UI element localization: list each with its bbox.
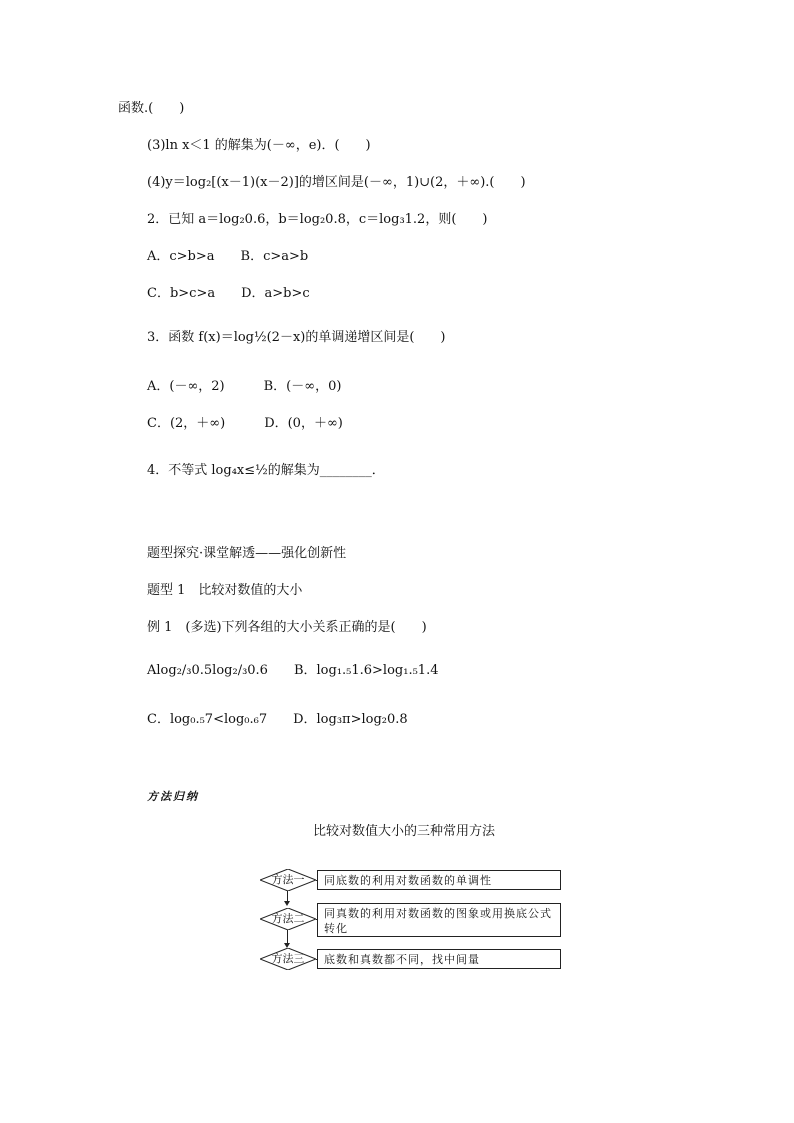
options-row: C．log₀.₅7<log₀.₆7 D．log₃π>log₂0.8 (147, 712, 408, 727)
flow-step-box: 底数和真数都不同，找中间量 (317, 949, 561, 969)
question-2: 2．已知 a＝log₂0.6，b＝log₂0.8，c＝log₃1.2，则( ) (147, 212, 488, 227)
options-row: Alog₂/₃0.5log₂/₃0.6 B．log₁.₅1.6>log₁.₅1.4 (147, 663, 439, 678)
text-line: (3)ln x＜1 的解集为(－∞，e)．( ) (147, 138, 371, 153)
flow-step-box: 同真数的利用对数函数的图象或用换底公式转化 (317, 903, 561, 937)
text-line: (4)y＝log₂[(x－1)(x－2)]的增区间是(－∞，1)∪(2，＋∞).( ) (147, 175, 526, 190)
method-flowchart (260, 862, 565, 974)
topic-heading: 题型 1 比较对数值的大小 (147, 583, 303, 598)
arrow-head (284, 901, 290, 906)
flowchart-title: 比较对数值大小的三种常用方法 (313, 824, 496, 839)
method-summary-label: 方法归纳 (147, 790, 199, 803)
example-1: 例 1 (多选)下列各组的大小关系正确的是( ) (147, 620, 427, 635)
flow-step-box: 同底数的利用对数函数的单调性 (317, 870, 561, 890)
options-row: A．c>b>a B．c>a>b (147, 249, 309, 264)
section-heading: 题型探究·课堂解透——强化创新性 (147, 546, 347, 561)
flow-diamond (260, 869, 316, 891)
flow-diamond (260, 948, 316, 970)
flow-step-label: 方法一 (271, 873, 305, 886)
options-row: C．(2，＋∞) D．(0，＋∞) (147, 416, 343, 431)
options-row: C．b>c>a D．a>b>c (147, 286, 310, 301)
text-line: 函数.( ) (118, 101, 185, 116)
flow-diamond (260, 908, 316, 930)
question-4: 4．不等式 log₄x≤½的解集为________． (147, 463, 385, 478)
options-row: A．(－∞，2) B．(－∞，0) (147, 379, 342, 394)
question-3: 3．函数 f(x)＝log½(2－x)的单调递增区间是( ) (147, 330, 446, 345)
flow-step-label: 方法三 (271, 952, 305, 965)
flow-step-label: 方法二 (271, 912, 305, 925)
